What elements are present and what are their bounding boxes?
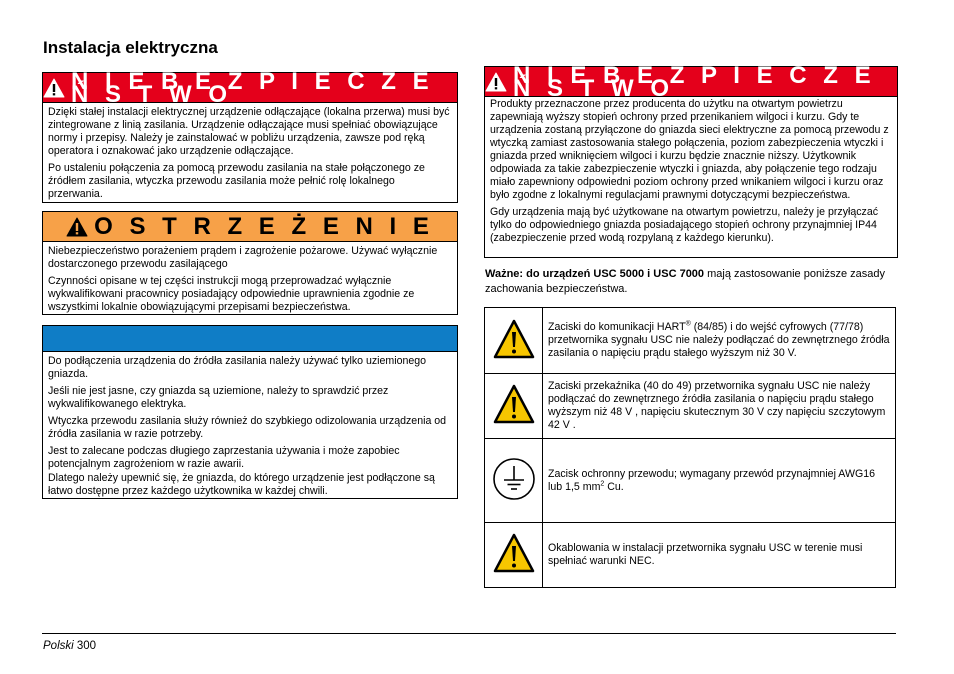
symbol-description [543,439,896,523]
table-row [485,439,896,523]
symbol-cell [485,523,543,588]
notice-header [43,326,457,352]
table-row [485,374,896,439]
symbol-sup: ® [685,320,691,328]
symbols-table [484,307,896,588]
symbol-description [543,523,896,588]
notice-paragraph: Wtyczka przewodu zasilania służy również do szybkiego odizolowania urządzenia od źródła zasilania w razie potrzeby. [48,415,447,440]
warning-box [42,211,458,315]
notice-paragraph: Jeśli nie jest jasne, czy gniazda są uziemione, należy to sprawdzić przez wykwalifikowanego elektryka. [48,385,389,410]
danger-paragraph: Po ustaleniu połączenia za pomocą przewodu zasilania na stałe połączonego ze źródłem zasilania, wtyczka przewodu zasilania może pełnić rolę lokalnego przerwania. [48,162,425,200]
table-row [485,308,896,374]
warning-triangle-icon [66,217,88,237]
important-note-text: mają zastosowanie poniższe zasady zachowania bezpieczeństwa. [485,268,886,295]
symbol-cell [485,374,543,439]
footer-divider [42,633,896,634]
symbol-description [543,308,896,374]
notice-body [43,352,457,502]
notice-paragraph: Do podłączenia urządzenia do źródła zasilania należy używać tylko uziemionego gniazda. [48,355,427,380]
table-row [485,523,896,588]
danger-header [43,67,457,108]
danger-header [485,61,897,102]
symbol-text: Cu. [604,480,624,493]
warning-paragraph: Niebezpieczeństwo porażeniem prądem i zagrożenie pożarowe. Używać wyłącznie dostarczonego przewodu zasilającego [48,245,438,270]
warning-paragraph: Czynności opisane w tej części instrukcji mogą przeprowadzać wyłącznie wykwalifikowani pracownicy posiadający odpowiednie uprawnienia zgodnie ze wszystkimi lokalnie obowiązującymi przepisami bezpieczeństwa. [48,275,415,313]
notice-box [42,325,458,499]
symbol-text: Okablowania w instalacji przetwornika sygnału USC w terenie musi spełniać warunki NEC. [548,542,863,567]
footer-language: Polski [43,640,74,652]
warning-triangle-icon [492,532,536,574]
symbol-cell [485,308,543,374]
protective-earth-icon [491,456,537,502]
warning-triangle-icon [492,383,536,425]
warning-label: O S T R Z E Ż E N I E [94,213,434,240]
important-note-bold: Ważne: do urządzeń USC 5000 i USC 7000 [485,268,705,280]
danger-label: N I E B E Z P I E C Z E Ń S T W O [513,61,876,102]
danger-paragraph: Dzięki stałej instalacji elektrycznej urządzenie odłączające (lokalna przerwa) musi być zintegrowane z linią zasilania. Urządzenie odłączające musi spełniać obowiązujące normy i przepisy. Należy je zainstalować w pobliżu urządzenia, zawsze pod ręką operatora i oznakować jako urządzenie odłączające. [48,106,450,157]
notice-paragraph: Dlatego należy upewnić się, że gniazda, do którego urządzenie jest podłączone są łatwo dostępne przez każdego użytkownika w każdej chwili. [48,472,435,497]
symbol-text: Zaciski do komunikacji HART [548,321,686,333]
warning-header [43,212,457,242]
symbol-sup: 2 [600,479,605,487]
important-note [485,267,897,297]
symbol-text: Zaciski przekaźnika (40 do 49) przetwornika sygnału USC nie należy podłączać do zewnętrznego źródła zasilania o napięciu prądu stałego wyższym niż 48 V , napięciu skutecznym 30 V czy napięciu szczytowym 42 V . [548,380,886,431]
danger-paragraph: Gdy urządzenia mają być użytkowane na otwartym powietrzu, należy je przyłączać tylko do odpowiedniego gniazda posiadającego stopień ochrony przynajmniej IP44 (zabezpieczenie przed wodą rozpylaną z każdego kierunku). [490,206,879,244]
danger-box-right [484,61,898,258]
notice-paragraph: Jest to zalecane podczas długiego zaprzestania używania i może zapobiec potencjalnym zagrożeniom w razie awarii. [48,445,400,470]
danger-label: N I E B E Z P I E C Z E Ń S T W O [71,67,434,108]
symbol-text: (84/85) i do wejść cyfrowych (77/78) przetwornika sygnału USC nie należy podłączać do zewnętrznego źródła zasilania o napięciu prądu stałego wyższym niż 30 V. [548,321,890,359]
danger-body [485,97,897,249]
warning-triangle-icon [492,318,536,360]
danger-box-left [42,67,458,203]
page-title: Instalacja elektryczna [43,38,218,57]
warning-triangle-icon [485,72,507,92]
danger-paragraph: Produkty przeznaczone przez producenta do użytku na otwartym powietrzu zapewniają wyższy stopień ochrony przed przenikaniem wilgoci i kurzu. Gdy te urządzenia zostaną przyłączone do gniazda sieci elektryczne za pomocą przewodu z wtyczką zamiast zastosowania stałego połączenia, poziom zabezpieczenia wtyczki i gniazda przed wniknięciem wilgoci i kurzu będzie znacznie niższy. Użytkownik odpowiada za takie zabezpieczenie wtyczki i gniazda, aby połączenie tego rodzaju miało zapewniony odpowiedni poziom ochrony przed wnikaniem wilgoci i kurzu oraz było zgodne z lokalnymi regulacjami prawnymi dotyczącymi bezpieczeństwa. [490,98,889,201]
symbol-cell [485,439,543,523]
warning-body [43,242,457,318]
danger-body [43,103,457,205]
symbol-description [543,374,896,439]
symbol-text: Zacisk ochronny przewodu; wymagany przewód przynajmniej AWG16 lub 1,5 mm [548,467,875,493]
page-number: 300 [76,640,97,652]
page-footer [43,640,96,652]
warning-triangle-icon [43,78,65,98]
